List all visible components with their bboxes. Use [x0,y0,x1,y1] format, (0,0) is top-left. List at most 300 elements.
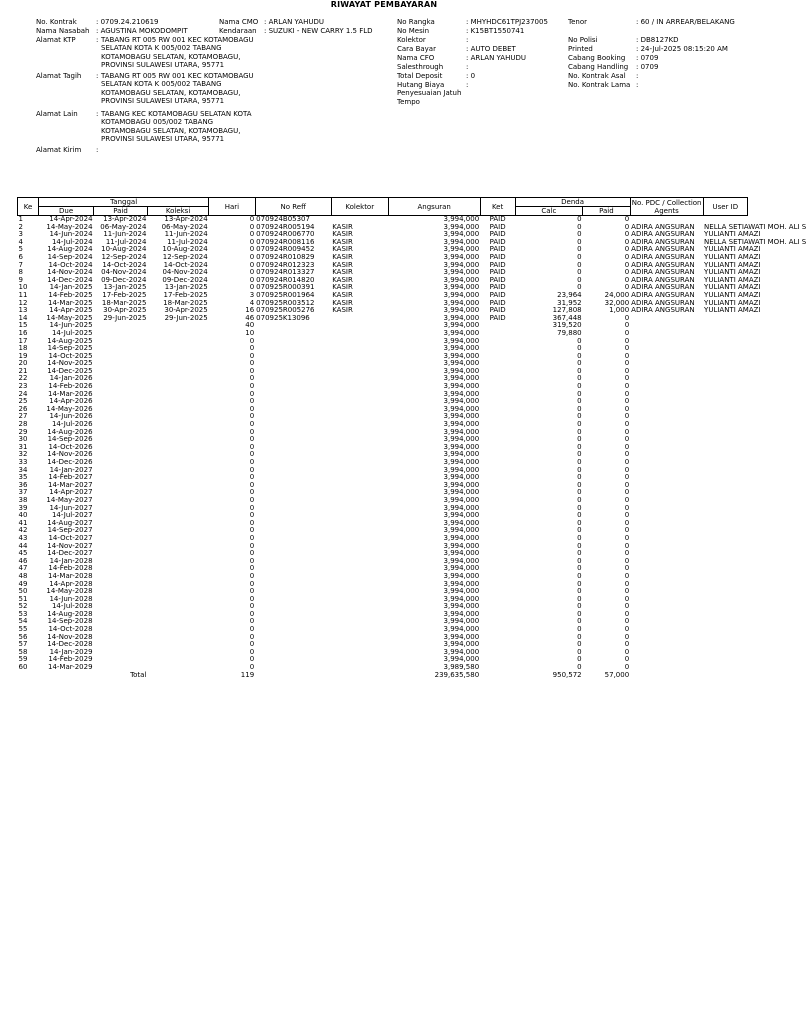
cell-paid [94,338,148,346]
cell-kolektor [331,482,388,490]
cell-ke: 10 [18,283,28,292]
hutang-biaya-value: : [466,81,469,89]
cell-paid [94,406,148,414]
cell-ket [480,558,515,566]
col-header-denda-paid: Paid [583,207,631,216]
cell-denda-calc: 0 [577,382,582,391]
cell-kolektor [331,505,388,513]
cell-angsuran: 3,994,000 [443,252,480,261]
cell-denda-paid: 0 [624,473,630,482]
cell-hari: 0 [249,458,255,466]
cell-user-id [703,596,747,604]
cell-denda-paid: 0 [624,351,630,360]
cell-ke: 37 [18,488,28,497]
cell-ke: 13 [18,306,28,315]
cell-denda-calc: 367,448 [552,313,582,322]
cell-ket [480,512,515,520]
cell-kolektor [331,398,388,406]
cell-denda-paid: 24,000 [604,290,630,299]
cell-kolektor: KASIR [332,275,353,284]
cell-no-reff [255,360,331,368]
cell-ket [480,429,515,437]
cell-paid [94,611,148,619]
cell-koleksi [147,634,208,642]
tenor-label: Tenor [568,18,587,26]
nama-nasabah-label: Nama Nasabah [36,27,90,35]
cell-due: 14-Oct-2027 [48,533,93,542]
table-row [18,391,748,399]
cell-denda-paid: 0 [624,336,630,345]
cell-paid [94,565,148,573]
cell-ke: 8 [18,268,23,277]
cell-kolektor [331,444,388,452]
cell-no-reff [255,505,331,513]
cell-koleksi [147,618,208,626]
cell-denda-calc: 0 [577,473,582,482]
cell-ket [480,338,515,346]
cell-koleksi [147,550,208,558]
cell-hari: 0 [249,351,255,360]
cell-collection-agent [630,565,703,573]
cell-no-reff: 070924R010829 [256,252,315,261]
cell-no-reff [255,451,331,459]
cell-denda-calc: 0 [577,571,582,580]
cell-paid [94,353,148,361]
cell-ket [480,565,515,573]
cell-denda-calc: 0 [577,397,582,406]
cell-hari: 0 [249,427,255,436]
cell-due: 14-Dec-2025 [47,366,93,375]
cell-denda-paid: 0 [624,215,630,223]
cell-no-reff [255,634,331,642]
cell-hari: 0 [249,480,255,489]
cell-collection-agent [630,421,703,429]
cell-user-id [703,391,747,399]
cell-no-reff [255,558,331,566]
cell-ket [480,649,515,657]
cell-denda-calc: 0 [577,480,582,489]
cell-hari: 0 [249,382,255,391]
cell-kolektor [331,596,388,604]
cell-denda-paid: 0 [624,283,630,292]
cell-ke: 40 [18,511,28,520]
cell-user-id [703,611,747,619]
table-row [18,656,748,664]
cell-ke: 19 [18,351,28,360]
no-kontrak-asal-label: No. Kontrak Asal [568,72,626,80]
cell-hari: 0 [249,526,255,535]
cell-denda-paid: 0 [624,518,630,527]
cell-collection-agent [630,611,703,619]
cell-paid [94,489,148,497]
cell-kolektor [331,315,388,323]
cell-kolektor [331,322,388,330]
col-header-no-reff: No Reff [255,198,331,216]
cell-kolektor [331,375,388,383]
cell-due: 14-Oct-2028 [48,625,93,634]
cell-no-reff [255,618,331,626]
table-row [18,474,748,482]
cell-no-reff [255,368,331,376]
cell-koleksi: 09-Dec-2024 [162,275,208,284]
cell-kolektor [331,421,388,429]
cell-ke: 38 [18,495,28,504]
cell-due: 14-Jan-2027 [49,465,93,474]
cell-denda-paid: 32,000 [604,298,630,307]
cell-paid [94,391,148,399]
table-row [18,413,748,421]
cell-no-reff [255,581,331,589]
cell-ket [480,634,515,642]
cell-kolektor [331,565,388,573]
cell-due: 14-Feb-2029 [48,655,93,664]
cell-due: 14-May-2025 [46,313,93,322]
cell-collection-agent: ADIRA ANGSURAN [631,252,695,261]
cell-no-reff [255,611,331,619]
cell-ket [480,581,515,589]
cell-kolektor [331,413,388,421]
table-row [18,641,748,649]
total-hari: 119 [240,670,255,679]
cell-paid [94,474,148,482]
cell-denda-calc: 127,808 [552,306,582,315]
col-header-koleksi: Koleksi [147,207,208,216]
cell-due: 14-Sep-2027 [47,526,93,535]
cell-angsuran: 3,994,000 [443,427,480,436]
cell-collection-agent [630,383,703,391]
cell-angsuran: 3,994,000 [443,404,480,413]
cell-angsuran: 3,994,000 [443,306,480,315]
cell-hari: 0 [249,473,255,482]
cell-collection-agent [630,626,703,634]
cell-kolektor [331,383,388,391]
cell-koleksi [147,413,208,421]
cell-denda-calc: 0 [577,587,582,596]
cell-ke: 57 [18,640,28,649]
cell-koleksi: 29-Jun-2025 [164,313,208,322]
cell-no-reff: 070925R000391 [256,283,315,292]
cell-collection-agent [630,558,703,566]
cell-collection-agent [630,618,703,626]
cell-ket [480,436,515,444]
cell-no-reff [255,338,331,346]
cell-ke: 1 [18,215,23,223]
cell-user-id [703,360,747,368]
nama-cfo-label: Nama CFO [397,54,435,62]
cell-ket [480,489,515,497]
cell-collection-agent [630,505,703,513]
table-row [18,429,748,437]
cell-denda-paid: 0 [624,389,630,398]
no-kontrak-label: No. Kontrak [36,18,77,26]
cell-ke: 50 [18,587,28,596]
table-row [18,634,748,642]
cell-paid [94,505,148,513]
table-row [18,353,748,361]
no-kontrak-asal-value: : [636,72,639,80]
cell-hari: 0 [249,533,255,542]
table-row [18,330,748,338]
cell-denda-calc: 0 [577,351,582,360]
cell-kolektor: KASIR [332,268,353,277]
page-title: RIWAYAT PEMBAYARAN [330,0,438,9]
cell-no-reff [255,383,331,391]
cell-ket [480,505,515,513]
cell-no-reff: 070924B05307 [256,215,310,223]
cell-hari: 0 [249,230,255,239]
cell-denda-paid: 0 [624,495,630,504]
cell-denda-calc: 0 [577,389,582,398]
cell-due: 14-Oct-2024 [48,260,93,269]
total-angsuran: 239,635,580 [434,670,480,679]
cell-denda-calc: 0 [577,458,582,466]
cell-denda-calc: 0 [577,579,582,588]
alamat-tagih-label: Alamat Tagih [36,72,82,80]
cell-koleksi [147,429,208,437]
cell-kolektor [331,512,388,520]
cell-ke: 12 [18,298,28,307]
cell-user-id [703,626,747,634]
cell-due: 14-Nov-2024 [47,268,93,277]
cell-ket [480,588,515,596]
cell-angsuran: 3,994,000 [443,374,480,383]
cell-ket [480,467,515,475]
cell-no-reff [255,467,331,475]
cell-no-reff: 070924R012323 [256,260,315,269]
cell-hari: 0 [249,647,255,656]
cell-hari: 0 [249,609,255,618]
cell-koleksi [147,641,208,649]
cell-paid: 04-Nov-2024 [101,268,147,277]
cell-angsuran: 3,994,000 [443,328,480,337]
cell-user-id [703,482,747,490]
cell-due: 14-Jun-2025 [49,321,93,330]
cell-user-id: YULIANTI AMAZI [704,290,761,299]
cell-due: 14-Feb-2028 [48,564,93,573]
col-header-tanggal: Tanggal [39,198,209,207]
cara-bayar-value: : AUTO DEBET [466,45,516,53]
cell-ke: 24 [18,389,28,398]
cell-denda-paid: 0 [624,579,630,588]
cell-due: 14-Nov-2026 [47,450,93,459]
cell-hari: 0 [249,465,255,474]
cell-paid [94,581,148,589]
cell-due: 14-Jul-2026 [51,420,93,429]
table-row [18,535,748,543]
cell-due: 14-Apr-2027 [49,488,93,497]
cell-hari: 0 [249,556,255,565]
cell-hari: 0 [249,442,255,451]
cell-denda-calc: 0 [577,594,582,603]
cell-ke: 4 [18,237,23,246]
cell-paid [94,360,148,368]
cell-kolektor [331,338,388,346]
cell-paid: 10-Aug-2024 [101,245,147,254]
cell-due: 14-Sep-2025 [47,344,93,353]
cell-ket [480,543,515,551]
cell-paid [94,634,148,642]
cell-hari: 0 [249,275,255,284]
cell-collection-agent [630,649,703,657]
cell-denda-calc: 0 [577,541,582,550]
cell-angsuran: 3,994,000 [443,336,480,345]
cell-paid [94,527,148,535]
cell-ket: PAID [489,215,506,223]
cell-collection-agent [630,581,703,589]
cell-denda-calc: 0 [577,632,582,641]
table-row [18,451,748,459]
cell-ke: 44 [18,541,28,550]
cell-collection-agent [630,451,703,459]
cell-denda-calc: 0 [577,655,582,664]
cell-denda-calc: 0 [577,625,582,634]
cell-collection-agent [630,543,703,551]
cell-ket: PAID [489,290,506,299]
cell-ke: 3 [18,230,23,239]
cell-ke: 14 [18,313,28,322]
cell-ke: 41 [18,518,28,527]
cell-kolektor [331,360,388,368]
cell-angsuran: 3,994,000 [443,526,480,535]
cell-user-id [703,543,747,551]
cell-denda-paid: 0 [624,344,630,353]
cell-ke: 60 [18,663,28,672]
cell-denda-calc: 0 [577,230,582,239]
cell-ke: 25 [18,397,28,406]
table-row [18,596,748,604]
cell-no-reff: 070925K13096 [256,313,310,322]
cell-collection-agent [630,360,703,368]
cell-collection-agent: ADIRA ANGSURAN [631,245,695,254]
cell-collection-agent [630,330,703,338]
cell-paid [94,543,148,551]
cell-ke: 15 [18,321,28,330]
cell-kolektor [331,611,388,619]
cell-no-reff [255,603,331,611]
cell-ket [480,421,515,429]
cell-denda-calc: 0 [577,237,582,246]
cell-koleksi [147,588,208,596]
table-row [18,512,748,520]
cell-ke: 52 [18,602,28,611]
cell-collection-agent [630,444,703,452]
cell-hari: 0 [249,587,255,596]
cell-due: 14-Dec-2026 [47,458,93,466]
cell-due: 14-Jan-2028 [49,556,93,565]
cell-collection-agent [630,588,703,596]
col-header-user-id: User ID [703,198,747,216]
cell-ke: 9 [18,275,23,284]
cell-koleksi: 06-May-2024 [161,222,208,231]
cell-ke: 21 [18,366,28,375]
cell-kolektor [331,581,388,589]
cell-kolektor [331,497,388,505]
cell-paid [94,429,148,437]
cell-user-id [703,603,747,611]
cell-hari: 0 [249,374,255,383]
cell-denda-paid: 0 [624,222,630,231]
col-header-due: Due [39,207,94,216]
cell-kolektor [331,474,388,482]
cell-no-reff [255,565,331,573]
cell-user-id [703,527,747,535]
cell-ket [480,391,515,399]
cell-no-reff [255,596,331,604]
cell-denda-calc: 0 [577,450,582,459]
cell-collection-agent [630,467,703,475]
cell-collection-agent [630,497,703,505]
cell-ket: PAID [489,230,506,239]
cell-denda-paid: 0 [624,366,630,375]
cell-angsuran: 3,994,000 [443,564,480,573]
cell-collection-agent [630,398,703,406]
cell-user-id [703,535,747,543]
cell-due: 14-May-2026 [46,404,93,413]
cell-no-reff [255,429,331,437]
cell-paid: 09-Dec-2024 [101,275,147,284]
cell-angsuran: 3,994,000 [443,617,480,626]
cell-koleksi [147,626,208,634]
cell-koleksi [147,360,208,368]
cell-denda-paid: 0 [624,412,630,421]
cell-denda-paid: 0 [624,420,630,429]
cell-ke: 54 [18,617,28,626]
cell-ke: 26 [18,404,28,413]
cell-angsuran: 3,994,000 [443,480,480,489]
cell-due: 14-Aug-2025 [47,336,93,345]
cell-denda-paid: 0 [624,465,630,474]
cell-ket [480,353,515,361]
cell-denda-paid: 0 [624,382,630,391]
cell-user-id [703,345,747,353]
table-row [18,573,748,581]
cell-no-reff [255,573,331,581]
cell-ket: PAID [489,283,506,292]
cell-denda-paid: 0 [624,230,630,239]
cell-hari: 0 [249,663,255,672]
cell-user-id [703,641,747,649]
cell-denda-calc: 0 [577,420,582,429]
cell-denda-paid: 0 [624,625,630,634]
cell-no-reff [255,330,331,338]
cell-due: 14-Jan-2025 [49,283,93,292]
cell-denda-calc: 0 [577,518,582,527]
cell-angsuran: 3,994,000 [443,230,480,239]
cell-hari: 0 [249,412,255,421]
cell-hari: 0 [249,245,255,254]
cell-angsuran: 3,994,000 [443,602,480,611]
cell-angsuran: 3,994,000 [443,579,480,588]
cell-paid [94,558,148,566]
cell-denda-paid: 0 [624,511,630,520]
cell-ket: PAID [489,298,506,307]
cell-ket [480,375,515,383]
cell-hari: 0 [249,617,255,626]
nama-cfo-value: : ARLAN YAHUDU [466,54,526,62]
no-kontrak-value: : 0709.24.210619 [96,18,159,26]
cell-koleksi [147,611,208,619]
cell-paid [94,656,148,664]
cell-angsuran: 3,994,000 [443,268,480,277]
cell-kolektor [331,520,388,528]
alamat-lain-value: TABANG KEC KOTAMOBAGU SELATAN KOTA KOTAMOBAGU 005/002 TABANG KOTAMOBAGU SELATAN, KOTAMOBAGU, PROVINSI SULAWESI UTARA, 95771 [101,110,252,143]
cell-ke: 31 [18,442,28,451]
cell-user-id [703,565,747,573]
cell-collection-agent [630,641,703,649]
cell-no-reff [255,535,331,543]
cell-denda-paid: 0 [624,328,630,337]
cell-hari: 0 [249,237,255,246]
